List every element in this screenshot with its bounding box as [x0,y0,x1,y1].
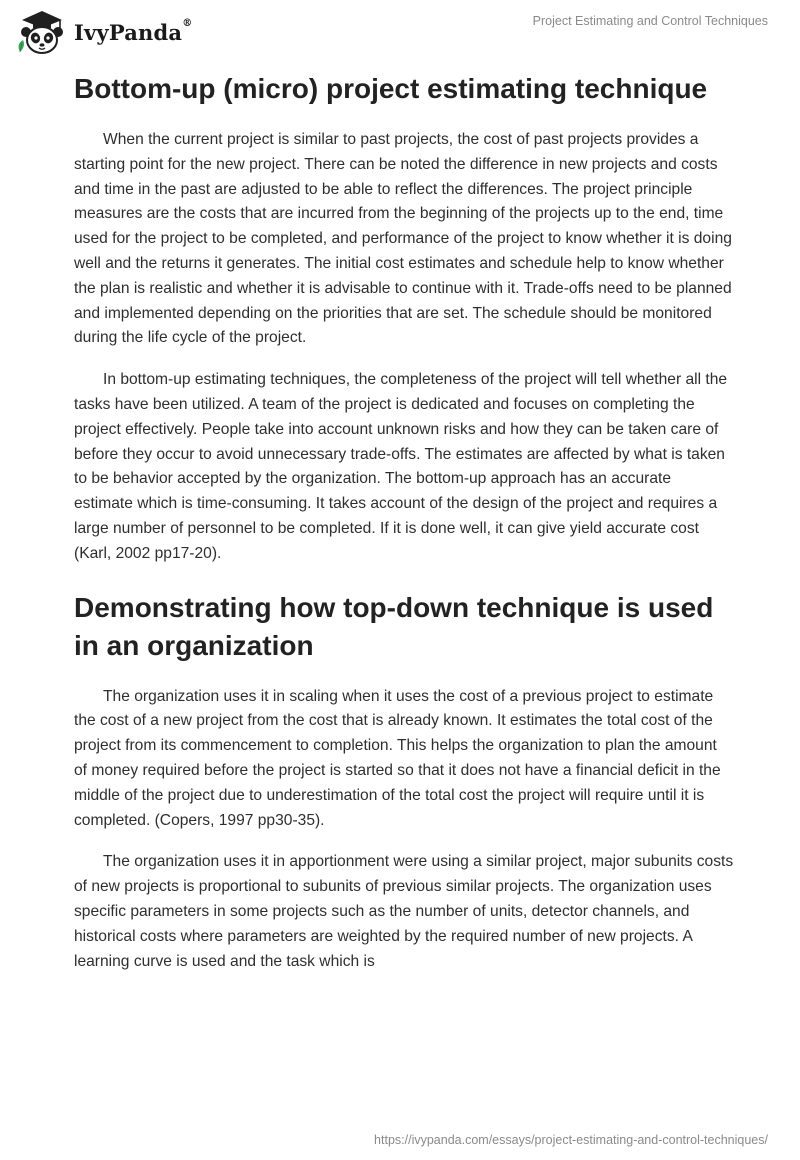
brand-name: IvyPanda® [74,17,193,45]
document-title: Project Estimating and Control Techniques [532,14,768,28]
panda-graduate-icon [14,8,70,56]
ivypanda-logo[interactable] [14,8,192,56]
section-heading: Bottom-up (micro) project estimating technique [74,73,708,104]
paragraph: The organization uses it in scaling when it uses the cost of a previous project to estimate the cost of a new project from the cost that is already known. It estimates the total cost of the project from its commencement to completion. This helps the organization to plan the amount of money required before the project is started so that it does not have a financial deficit in the middle of the project due to underestimation of the total cost the project will require until it is completed. (Copers, 1997 pp30-35). [74,687,721,829]
article-body [74,70,734,991]
paragraph: When the current project is similar to past projects, the cost of past projects provides a starting point for the new project. There can be noted the difference in new projects and costs and time in the past are adjusted to be able to reflect the differences. The project principle measures are the costs that are incurred from the beginning of the projects up to the end, time used for the project to be completed, and performance of the project to know whether it is doing well and the returns it generates. The initial cost estimates and schedule help to know whether the plan is realistic and whether it is advisable to continue with it. Trade-offs need to be planned and implemented depending on the priorities that are set. The schedule should be monitored during the life cycle of the project. [74,131,732,347]
registered-mark: ® [182,17,193,29]
section-heading: Demonstrating how top-down technique is used in an organization [74,591,714,661]
page-header [0,0,800,60]
source-url[interactable]: https://ivypanda.com/essays/project-estimating-and-control-techniques/ [374,1133,768,1147]
section-bottom-up [74,70,734,567]
paragraph: The organization uses it in apportionment were using a similar project, major subunits costs of new projects is proportional to subunits of previous similar projects. The organization uses specific parameters in some projects such as the number of units, detector channels, and historical costs where parameters are weighted by the required number of new projects. A learning curve is used and the task which is [74,853,734,970]
paragraph: In bottom-up estimating techniques, the completeness of the project will tell whether all the tasks have been utilized. A team of the project is dedicated and focuses on completing the project effectively. People take into account unknown risks and how they can be taken care of before they occur to avoid unnecessary trade-offs. The estimates are affected by what is taken to be behavior accepted by the organization. The bottom-up approach has an accurate estimate which is time-consuming. It takes account of the design of the project and requires a large number of personnel to be completed. If it is done well, it can give yield accurate cost (Karl, 2002 pp17-20). [74,371,728,562]
section-top-down [74,589,734,975]
